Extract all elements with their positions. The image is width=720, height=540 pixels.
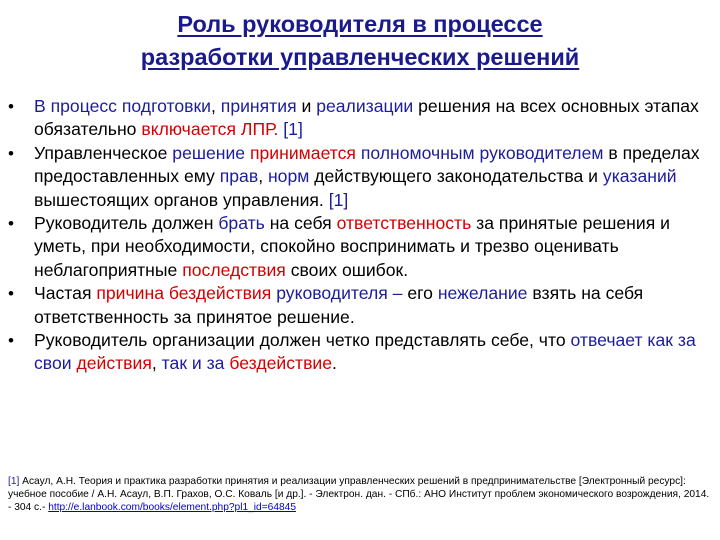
bullet-text-segment: прав bbox=[219, 166, 259, 187]
bullet-text-segment: на себя bbox=[264, 213, 337, 234]
bullet-text-segment: действующего законодательства и bbox=[309, 166, 603, 187]
bullet-text-segment: подготовки bbox=[121, 96, 212, 116]
slide-title-line-1: Роль руководителя в процессе bbox=[177, 11, 543, 37]
bullet-dot-icon: • bbox=[8, 97, 14, 116]
bullet-text-segment: принимается bbox=[250, 142, 356, 163]
bullet-text-segment: , bbox=[211, 96, 221, 116]
bullet-text-segment: полномочным руководителем bbox=[360, 142, 604, 163]
footnote-link[interactable]: http://e.lanbook.com/books/element.php?pl1_id=64845 bbox=[48, 502, 296, 514]
bullet-item bbox=[8, 95, 714, 142]
bullet-text-segment: последствия bbox=[182, 259, 286, 280]
bullet-text-segment: реализации bbox=[316, 96, 414, 116]
slide-title bbox=[0, 8, 720, 74]
bullet-text-segment: Руководитель организации должен четко представлять себе, что bbox=[34, 330, 571, 351]
bullet-item bbox=[8, 142, 714, 212]
bullet-text-segment: включается ЛПР. bbox=[141, 119, 279, 140]
bullet-text-segment: взять на себя ответственность за принятое решение. bbox=[34, 283, 644, 327]
bullet-text-segment: , bbox=[151, 353, 162, 374]
bullet-text-segment: и bbox=[296, 96, 317, 116]
bullet-text-segment: указаний bbox=[602, 166, 677, 187]
slide-title-line-2: разработки управленческих решений bbox=[140, 44, 580, 70]
bullet-text-segment: причина бездействия bbox=[96, 283, 272, 304]
bullet-text-segment: Руководитель должен bbox=[34, 213, 219, 234]
bullet-text-segment: бездействие bbox=[229, 353, 333, 374]
bullet-text-segment: его bbox=[407, 283, 438, 304]
bullet-text-segment: ответственность bbox=[336, 213, 472, 234]
bullet-text-segment: Управленческое bbox=[34, 142, 173, 163]
bullet-text-segment: так и за bbox=[161, 353, 225, 374]
bullet-text-segment: брать bbox=[218, 213, 265, 234]
bullet-text-segment: решение bbox=[172, 142, 246, 163]
bullet-text-segment: своих ошибок. bbox=[285, 259, 409, 280]
bullet-list bbox=[8, 95, 714, 376]
bullet-dot-icon: • bbox=[8, 143, 14, 163]
bullet-dot-icon: • bbox=[8, 331, 14, 351]
bullet-text-segment: отвечает как за свои bbox=[34, 330, 696, 374]
bullet-text-segment: принятия bbox=[220, 96, 297, 116]
bullet-dot-icon: • bbox=[8, 214, 14, 234]
bullet-text-segment: за принятые решения и уметь, при необходимости, спокойно воспринимать и трезво оценивать неблагоприятные bbox=[34, 213, 670, 280]
bullet-text-segment: [1] bbox=[283, 119, 303, 140]
bullet-item bbox=[8, 282, 714, 329]
bullet-text-segment: В процесс bbox=[34, 96, 122, 116]
bullet-text-segment: , bbox=[258, 166, 268, 187]
bullet-text-segment: . bbox=[332, 353, 337, 374]
bullet-text-segment: [1] bbox=[328, 189, 349, 210]
footnote bbox=[8, 475, 714, 515]
bullet-text-segment: действия bbox=[76, 353, 152, 374]
bullet-text-segment: Частая bbox=[34, 283, 97, 304]
bullet-item bbox=[8, 212, 714, 282]
bullet-item bbox=[8, 329, 714, 376]
bullet-text-segment: руководителя – bbox=[276, 283, 408, 304]
bullet-text-segment: нежелание bbox=[437, 283, 528, 304]
footnote-text: Асаул, А.Н. Теория и практика разработки принятия и реализации управленческих решений в предпринимательстве [Электронный ресурс]: учебное пособие / А.Н. Асаул, В.П. Грахов, О.С. Коваль [и др.]. - Электрон. дан. - СПб.: АНО Институт проблем экономического возрождения, 2014. - 304 с.- bbox=[8, 476, 710, 514]
footnote-ref: [1] bbox=[8, 476, 20, 487]
bullet-text-segment: решения на всех основных этапах обязательно bbox=[34, 96, 699, 140]
bullet-text-segment: норм bbox=[267, 166, 310, 187]
bullet-text-segment: вышестоящих органов управления. bbox=[34, 189, 329, 210]
bullet-text-segment: в пределах предоставленных ему bbox=[34, 142, 700, 187]
bullet-dot-icon: • bbox=[8, 284, 14, 304]
